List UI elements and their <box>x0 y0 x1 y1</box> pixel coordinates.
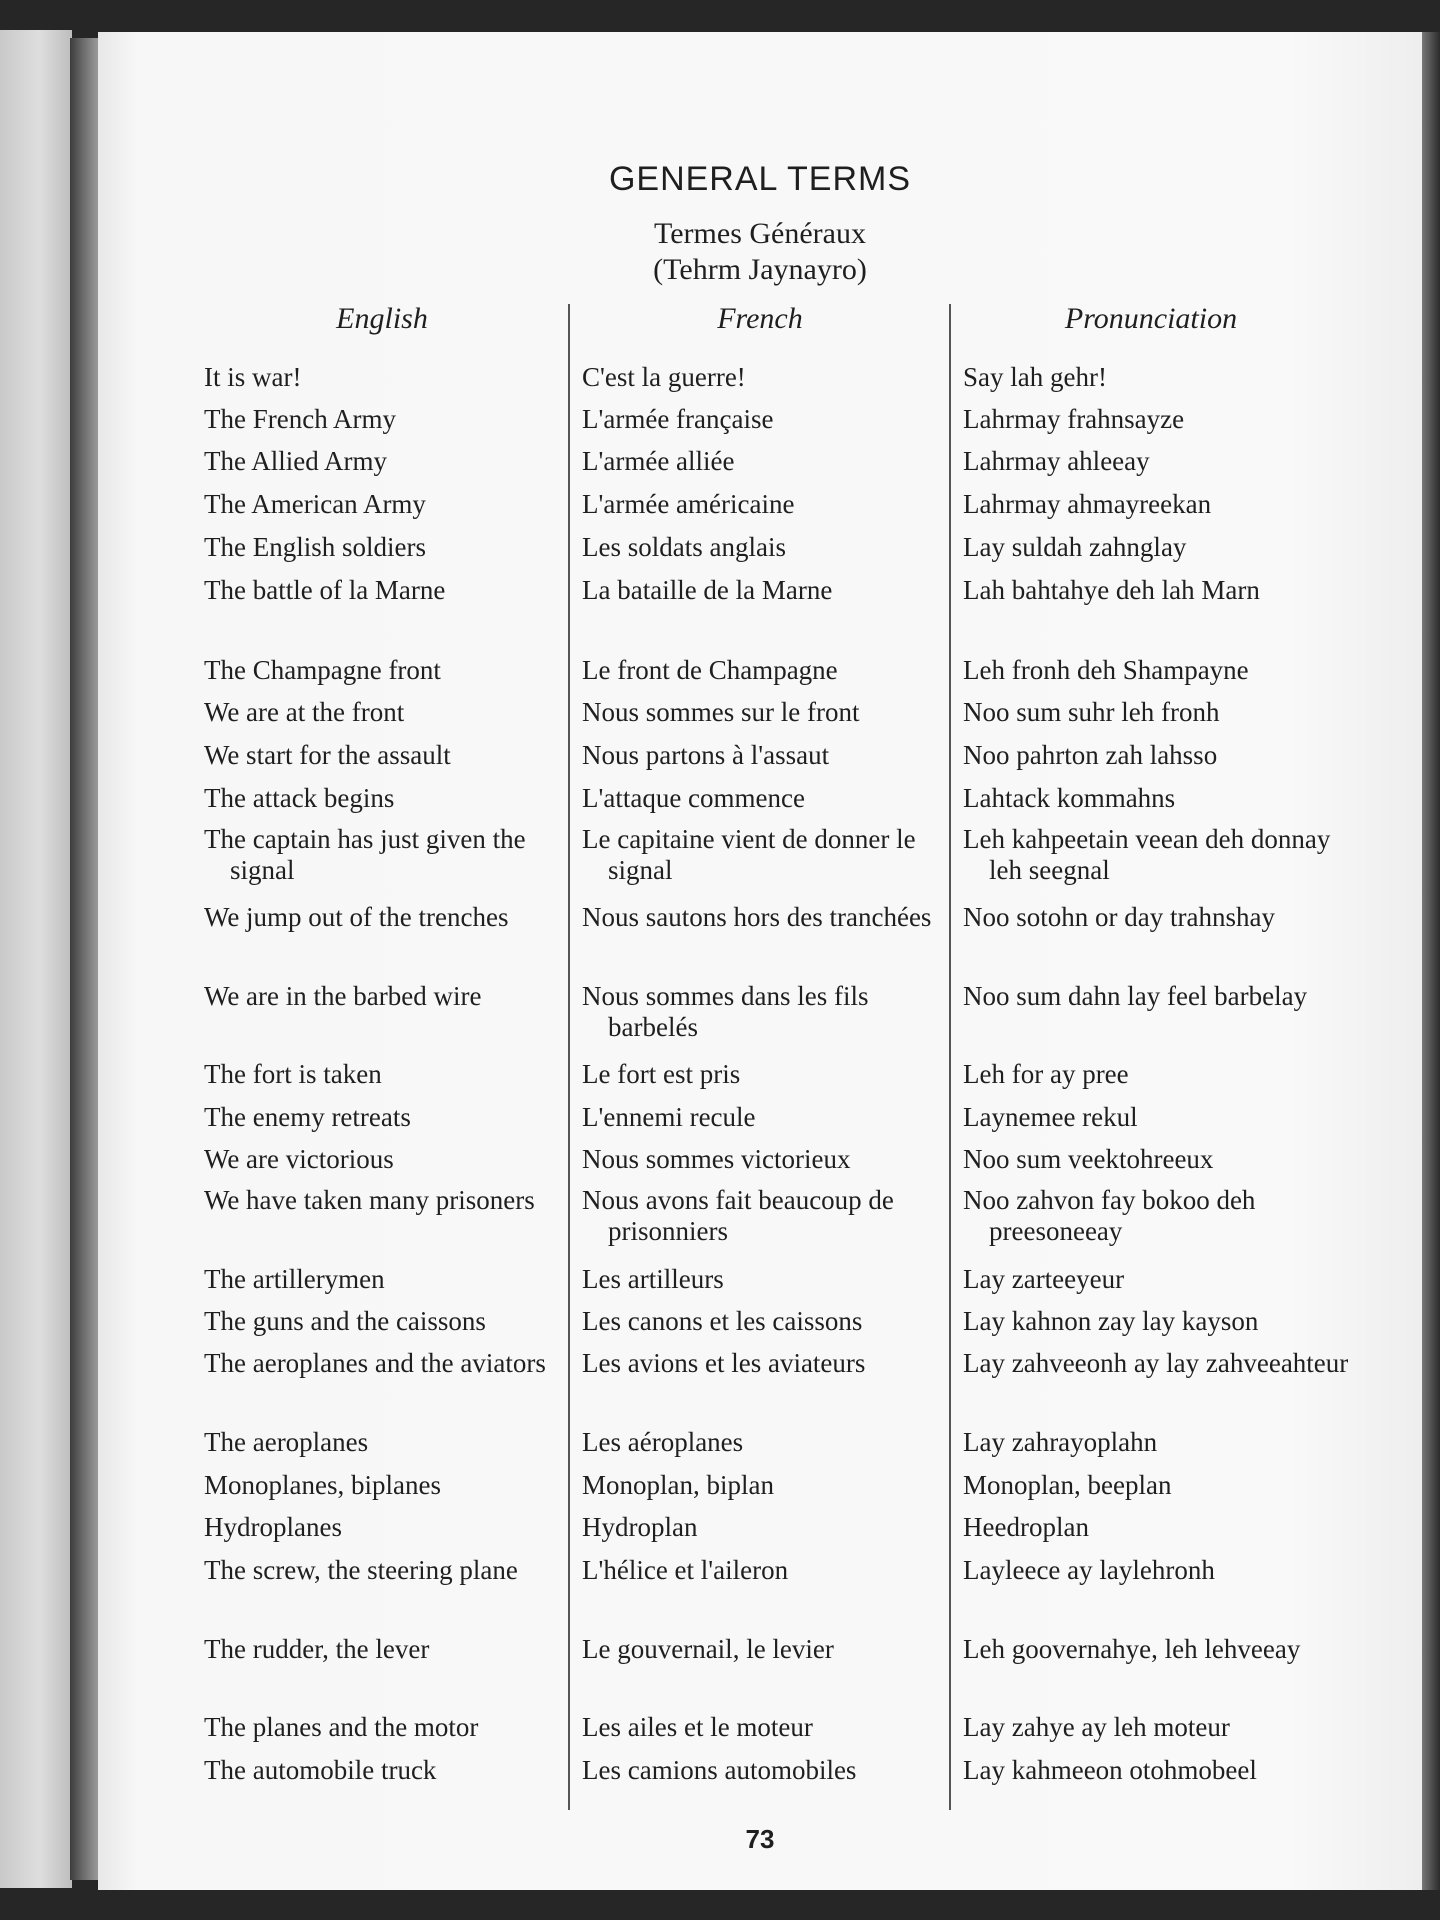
french-phrase: Les ailes et le moteur <box>582 1712 813 1742</box>
english-phrase: The fort is taken <box>204 1059 382 1089</box>
page-subtitle <box>98 216 1422 288</box>
french-phrase: L'armée française <box>582 404 774 434</box>
pronunciation-phrase: Laynemee rekul <box>963 1102 1138 1132</box>
english-phrase: We start for the assault <box>204 740 451 770</box>
pronunciation-phrase: Leh fronh deh Shampayne <box>963 655 1249 685</box>
pronunciation-phrase: Lahtack kommahns <box>963 783 1176 813</box>
pronunciation-phrase: Lay zahrayoplahn <box>963 1427 1158 1457</box>
pronunciation-phrase: Leh kahpeetain veean deh donnay leh seegnal <box>963 824 1331 885</box>
english-phrase: The battle of la Marne <box>204 575 446 605</box>
english-phrase: The guns and the caissons <box>204 1306 486 1336</box>
subtitle-pronunciation: (Tehrm Jaynayro) <box>653 253 867 286</box>
pronunciation-phrase: Lay zarteeyeur <box>963 1264 1125 1294</box>
english-phrase: The aeroplanes and the aviators <box>204 1348 546 1378</box>
pronunciation-phrase: Lay kahnon zay lay kayson <box>963 1306 1259 1336</box>
french-phrase: Nous sommes sur le front <box>582 697 860 727</box>
column-header-french: French <box>717 302 803 335</box>
french-phrase: Le capitaine vient de donner le signal <box>582 824 916 885</box>
french-phrase: Nous sommes victorieux <box>582 1144 851 1174</box>
pronunciation-phrase: Lay suldah zahnglay <box>963 532 1187 562</box>
facing-page-edge <box>0 30 72 1888</box>
english-phrase: The English soldiers <box>204 532 426 562</box>
french-phrase: L'attaque commence <box>582 783 806 813</box>
french-phrase: Nous avons fait beaucoup de prisonniers <box>582 1185 894 1246</box>
french-phrase: C'est la guerre! <box>582 362 746 392</box>
english-phrase: We are victorious <box>204 1144 394 1174</box>
column-header-pronunciation: Pronunciation <box>1064 302 1238 335</box>
english-phrase: We are at the front <box>204 697 405 727</box>
french-phrase: Les soldats anglais <box>582 532 786 562</box>
french-phrase: Nous partons à l'assaut <box>582 740 830 770</box>
pronunciation-phrase: Noo pahrton zah lahsso <box>963 740 1218 770</box>
pronunciation-phrase: Lay kahmeeon otohmobeel <box>963 1755 1257 1785</box>
french-phrase: La bataille de la Marne <box>582 575 833 605</box>
english-phrase: The enemy retreats <box>204 1102 411 1132</box>
page-shadow-edge <box>1422 32 1440 1890</box>
french-phrase: L'armée alliée <box>582 446 735 476</box>
french-phrase: Les aéroplanes <box>582 1427 744 1457</box>
english-phrase: Hydroplanes <box>204 1512 342 1542</box>
pronunciation-phrase: Noo sum dahn lay feel barbelay <box>963 981 1308 1011</box>
english-phrase: Monoplanes, biplanes <box>204 1470 441 1500</box>
pronunciation-phrase: Leh goovernahye, leh lehveeay <box>963 1634 1301 1664</box>
english-phrase: The French Army <box>204 404 396 434</box>
english-phrase: The planes and the motor <box>204 1712 479 1742</box>
english-phrase: The screw, the steering plane <box>204 1555 518 1585</box>
page-number: 73 <box>745 1824 775 1854</box>
french-phrase: L'armée américaine <box>582 489 795 519</box>
english-phrase: The artillerymen <box>204 1264 385 1294</box>
english-phrase: The American Army <box>204 489 426 519</box>
page-title: GENERAL TERMS <box>608 160 912 198</box>
french-phrase: Les avions et les aviateurs <box>582 1348 866 1378</box>
french-phrase: Le front de Champagne <box>582 655 838 685</box>
pronunciation-phrase: Lah bahtahye deh lah Marn <box>963 575 1260 605</box>
french-phrase: Monoplan, biplan <box>582 1470 774 1500</box>
pronunciation-phrase: Layleece ay laylehronh <box>963 1555 1215 1585</box>
pronunciation-phrase: Noo sum suhr leh fronh <box>963 697 1220 727</box>
english-phrase: We jump out of the trenches <box>204 902 509 932</box>
pronunciation-phrase: Monoplan, beeplan <box>963 1470 1172 1500</box>
pronunciation-phrase: Noo zahvon fay bokoo deh preesoneeay <box>963 1185 1256 1246</box>
english-phrase: The Champagne front <box>204 655 441 685</box>
column-header-english: English <box>336 302 428 335</box>
pronunciation-phrase: Lay zahye ay leh moteur <box>963 1712 1230 1742</box>
english-phrase: The Allied Army <box>204 446 387 476</box>
french-phrase: L'ennemi recule <box>582 1102 756 1132</box>
pronunciation-phrase: Lahrmay frahnsayze <box>963 404 1185 434</box>
french-phrase: Nous sommes dans les fils barbelés <box>582 981 869 1042</box>
english-phrase: We are in the barbed wire <box>204 981 482 1011</box>
column-divider <box>568 304 570 1810</box>
english-phrase: The automobile truck <box>204 1755 437 1785</box>
french-phrase: Les artilleurs <box>582 1264 724 1294</box>
pronunciation-phrase: Say lah gehr! <box>963 362 1107 392</box>
pronunciation-phrase: Lahrmay ahleeay <box>963 446 1150 476</box>
english-phrase: The captain has just given the signal <box>204 824 526 885</box>
pronunciation-phrase: Lahrmay ahmayreekan <box>963 489 1212 519</box>
english-phrase: We have taken many prisoners <box>204 1185 535 1215</box>
english-phrase: The attack begins <box>204 783 395 813</box>
book-page <box>98 32 1422 1890</box>
book-binding <box>70 38 98 1880</box>
pronunciation-phrase: Noo sum veektohreeux <box>963 1144 1214 1174</box>
french-phrase: Les canons et les caissons <box>582 1306 863 1336</box>
pronunciation-phrase: Heedroplan <box>963 1512 1089 1542</box>
french-phrase: L'hélice et l'aileron <box>582 1555 789 1585</box>
page-content <box>98 32 1422 1890</box>
english-phrase: It is war! <box>204 362 302 392</box>
english-phrase: The aeroplanes <box>204 1427 369 1457</box>
subtitle-french: Termes Généraux <box>654 217 866 250</box>
english-phrase: The rudder, the lever <box>204 1634 430 1664</box>
french-phrase: Nous sautons hors des tranchées <box>582 902 932 932</box>
french-phrase: Hydroplan <box>582 1512 698 1542</box>
french-phrase: Le fort est pris <box>582 1059 741 1089</box>
french-phrase: Le gouvernail, le levier <box>582 1634 834 1664</box>
pronunciation-phrase: Leh for ay pree <box>963 1059 1129 1089</box>
french-phrase: Les camions automobiles <box>582 1755 857 1785</box>
pronunciation-phrase: Lay zahveeonh ay lay zahveeahteur <box>963 1348 1349 1378</box>
pronunciation-phrase: Noo sotohn or day trahnshay <box>963 902 1275 932</box>
